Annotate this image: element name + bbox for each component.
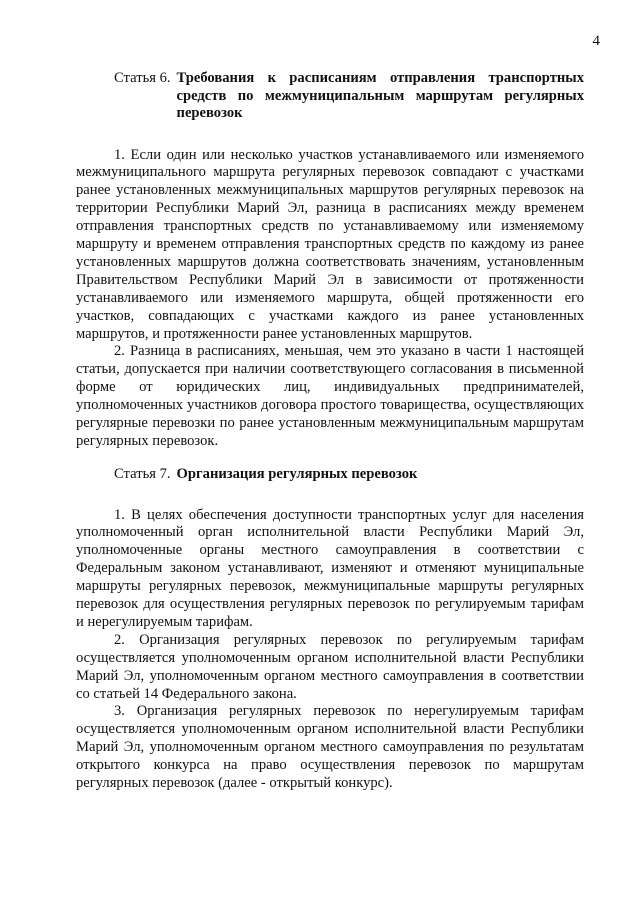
paragraph: 3. Организация регулярных перевозок по нерегулируемым тарифам осуществляется уполномоченным органом исполнительной власти Республики Марий Эл, уполномоченным органом местного самоуправления по результатам открытого конкурса на право осуществления перевозок по маршрутам регулярных перевозок (далее - открытый конкурс). <box>76 703 584 792</box>
article-6 <box>76 70 584 451</box>
article-heading <box>114 70 584 123</box>
article-title: Требования к расписаниям отправления транспортных средств по межмуниципальным маршрутам регулярных перевозок <box>176 70 584 121</box>
paragraph: 2. Разница в расписаниях, меньшая, чем это указано в части 1 настоящей статьи, допускается при наличии соответствующего согласования в письменной форме от юридических лиц, индивидуальных предпринимателей, уполномоченных участников договора простого товарищества, осуществляющих регулярные перевозки по ранее установленным межмуниципальным маршрутам регулярных перевозок. <box>76 343 584 449</box>
paragraph: 1. Если один или несколько участков устанавливаемого или изменяемого межмуниципального маршрута регулярных перевозок совпадают с участками ранее установленных межмуниципальных маршрутов регулярных перевозок на территории Республики Марий Эл, разница в расписаниях между временем отправления транспортных средств по устанавливаемому или изменяемому маршруту и временем отправления транспортных средств по каждому из ранее установленных маршрутов должна соответствовать значениям, установленным Правительством Республики Марий Эл в зависимости от протяженности устанавливаемого или изменяемого маршрута, общей протяженности его участков, совпадающих с участками каждого из ранее установленных маршрутов, и протяженности ранее установленных маршрутов. <box>76 146 584 342</box>
article-label: Статья 6. <box>114 70 171 86</box>
paragraph: 2. Организация регулярных перевозок по регулируемым тарифам осуществляется уполномоченным органом исполнительной власти Республики Марий Эл, уполномоченным органом местного самоуправления в соответствии со статьей 14 Федерального закона. <box>76 631 584 702</box>
article-title: Организация регулярных перевозок <box>176 466 418 482</box>
paragraph: 1. В целях обеспечения доступности транспортных услуг для населения уполномоченный орган исполнительной власти Республики Марий Эл, уполномоченные органы местного самоуправления в соответствии с Федеральным законом устанавливают, изменяют и отменяют муниципальные маршруты регулярных перевозок, межмуниципальные маршруты регулярных перевозок для осуществления регулярных перевозок по регулируемым тарифам и нерегулируемым тарифам. <box>76 506 584 630</box>
article-7 <box>76 466 584 793</box>
article-heading <box>114 466 584 484</box>
article-label: Статья 7. <box>114 466 171 482</box>
page-number: 4 <box>592 33 600 49</box>
